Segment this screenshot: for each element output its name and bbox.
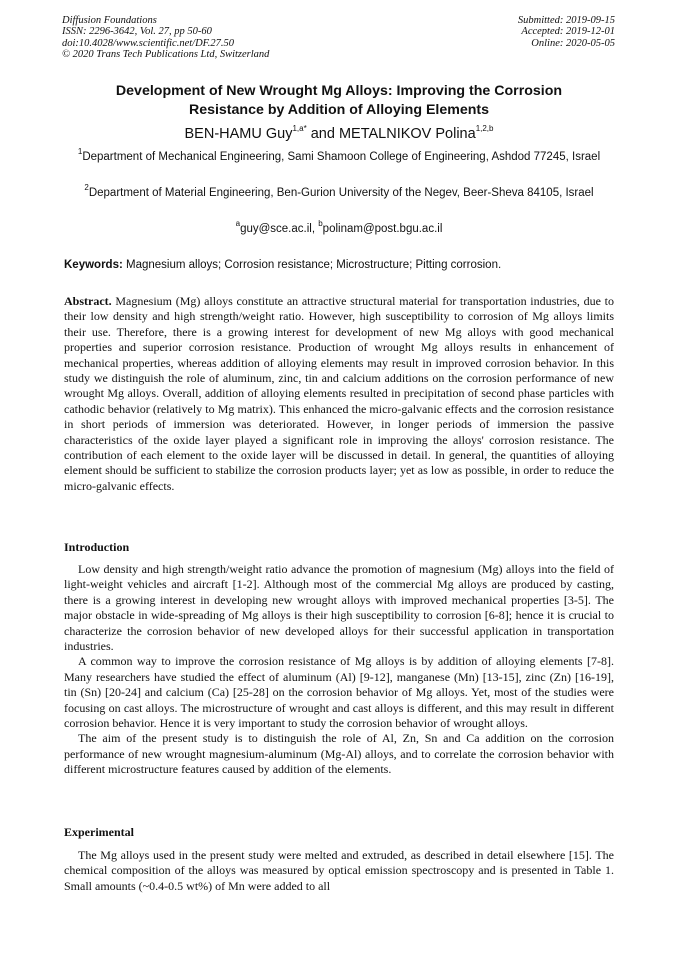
abstract-text: Magnesium (Mg) alloys constitute an attractive structural material for transportation industries, due to their low density and high strength/weight ratio. However, high susceptibility to corrosion of Mg alloys limits their use. Therefore, there is a growing interest for development of new Mg alloys with good mechanical properties and superior corrosion resistance. Production of wrought Mg alloys results in enhancement of mechanical properties, whereas addition of alloying elements may result in improved corrosion behavior. In this study we distinguish the role of aluminum, zinc, tin and calcium additions on the corrosion performance of new wrought Mg alloys. Overall, addition of alloying elements resulted in precipitation of second phase particles with cathodic behavior (relatively to Mg matrix). This enhanced the micro-galvanic effects and the corrosion resistance in short periods of immersion was deteriorated. However, in longer periods of immersion the passive characteristics of the oxide layer played a significant role in improving the alloys' corrosion resistance. The contribution of each element to the oxide layer will be discussed in detail. In general, the quantities of alloying element should be sufficient to stabilize the corrosion products layer; yet as low as possible, in order to reduce the micro-galvanic effects. xyxy=(64,294,614,493)
submitted-date: Submitted: 2019-09-15 xyxy=(517,15,615,26)
affiliation-2-marker: 2 xyxy=(84,183,89,193)
journal-doi[interactable]: doi:10.4028/www.scientific.net/DF.27.50 xyxy=(62,37,234,49)
journal-name: Diffusion Foundations xyxy=(62,15,157,26)
affiliation-1 xyxy=(64,147,614,165)
keywords-text: Magnesium alloys; Corrosion resistance; Microstructure; Pitting corrosion. xyxy=(122,259,502,271)
affiliation-1-marker: 1 xyxy=(77,147,83,157)
introduction-paragraph-2: A common way to improve the corrosion resistance of Mg alloys is by addition of alloying elements [7-8]. Many researchers have studied the effect of aluminum (Al) [9-12], manganese (Mn) [13-15], zinc (Zn) [16-19], tin (Sn) [20-24] and calcium (Ca) [25-28] on the corrosion behavior of Mg alloys. Yet, most of the studies were focusing on cast alloys. The microstructure of wrought and cast alloys is different, and this may result in different corrosion behavior. Hence it is very important to study the corrosion behavior of wrought alloys. xyxy=(64,654,614,731)
keywords-label: Keywords: xyxy=(64,259,123,271)
journal-issn: ISSN: 2296-3642, Vol. 27, pp 50-60 xyxy=(62,26,212,38)
introduction-heading: Introduction xyxy=(64,540,130,554)
experimental-paragraph-1: The Mg alloys used in the present study were melted and extruded, as described in detail elsewhere [15]. The chemical composition of the alloys was measured by optical emission spectroscopy and is presented in Table 1. Small amounts (~0.4-0.5 wt%) of Mn were added to all xyxy=(64,848,614,893)
publication-dates xyxy=(518,15,615,49)
author-joiner: and xyxy=(306,126,339,142)
title-line-2: Resistance by Addition of Alloying Elements xyxy=(188,102,490,118)
abstract xyxy=(64,294,614,494)
email-a[interactable]: guy@sce.ac.il, xyxy=(240,223,319,235)
affiliation-2 xyxy=(64,183,614,201)
affiliation-2-text: Department of Material Engineering, Ben-Gurion University of the Negev, Beer-Sheva 84105, Israel xyxy=(88,187,594,199)
keywords xyxy=(64,258,614,273)
email-b-marker: b xyxy=(318,219,323,229)
introduction-paragraph-1: Low density and high strength/weight ratio advance the promotion of magnesium (Mg) alloys into the field of light-weight vehicles and aircraft [1-2]. Although most of the commercial Mg alloys are produced by casting, there is a growing interest in developing new wrought alloys with improved mechanical properties [3-5]. The major obstacle in wide-spreading of Mg alloys is their high susceptibility to corrosion [6-8]; hence it is crucial to characterize the corrosion behavior of new developed alloys for their successful application in transportation industries. xyxy=(64,562,614,654)
author-list xyxy=(64,125,614,143)
author-2-marker: 1,2,b xyxy=(475,124,494,134)
journal-copyright: © 2020 Trans Tech Publications Ltd, Switzerland xyxy=(62,49,270,61)
email-b[interactable]: polinam@post.bgu.ac.il xyxy=(322,223,443,235)
email-a-marker: a xyxy=(235,219,241,229)
author-2: METALNIKOV Polina xyxy=(338,126,476,142)
paper-title xyxy=(64,82,614,120)
author-emails xyxy=(64,219,614,237)
experimental-body xyxy=(64,848,614,894)
title-line-1: Development of New Wrought Mg Alloys: Improving the Corrosion xyxy=(115,83,563,99)
journal-info xyxy=(62,15,269,61)
affiliation-1-text: Department of Mechanical Engineering, Sami Shamoon College of Engineering, Ashdod 77245, Israel xyxy=(82,151,601,163)
accepted-date: Accepted: 2019-12-01 xyxy=(521,26,615,38)
experimental-heading: Experimental xyxy=(64,825,134,839)
author-1-marker: 1,a* xyxy=(292,124,307,134)
introduction-paragraph-3: The aim of the present study is to distinguish the role of Al, Zn, Sn and Ca addition on the corrosion performance of new wrought magnesium-aluminum (Mg-Al) alloys, and to correlate the corrosion behavior with different microstructure features caused by addition of the elements. xyxy=(64,731,614,777)
online-date: Online: 2020-05-05 xyxy=(531,37,615,49)
abstract-label: Abstract. xyxy=(64,294,112,308)
author-1: BEN-HAMU Guy xyxy=(184,126,293,142)
introduction-body xyxy=(64,562,614,778)
